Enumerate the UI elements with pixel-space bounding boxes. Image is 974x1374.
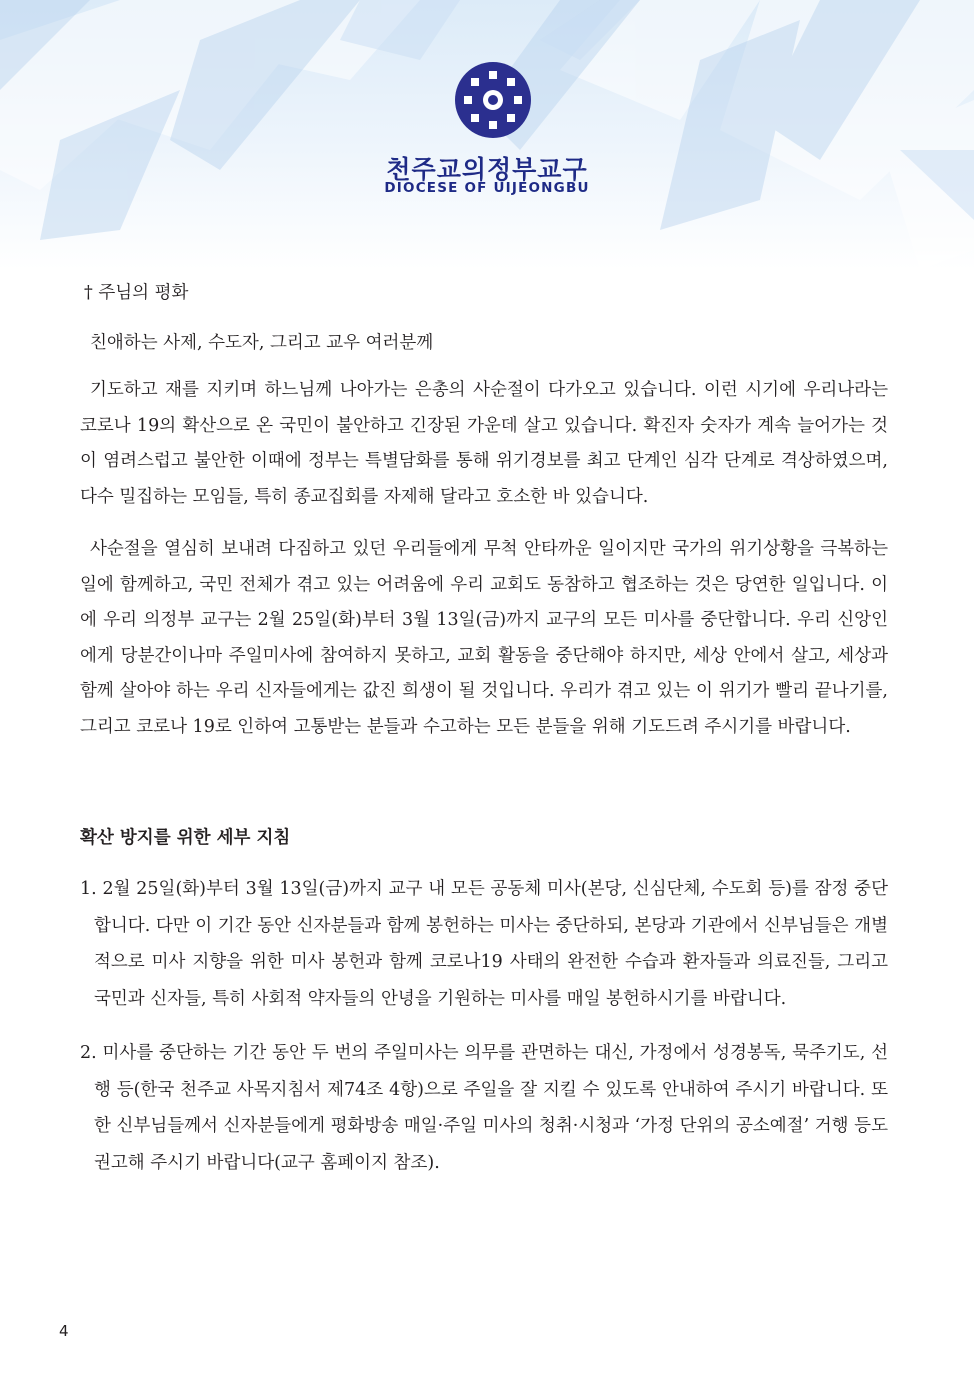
list-item: 1. 2월 25일(화)부터 3월 13일(금)까지 교구 내 모든 공동체 미사(본당, 신심단체, 수도회 등)를 잠정 중단합니다. 다만 이 기간 동안 신자분들과 함께 봉헌하는 미사는 중단하되, 본당과 기관에서 신부님들은 개별적으로 미사 지향을 위한 미사 봉헌과 함께 코로나19 사태의 완전한 수습과 환자들과 의료진들, 그리고 국민과 신자들, 특히 사회적 약자들의 안녕을 기원하는 미사를 매일 봉헌하시기를 바랍니다. bbox=[80, 879, 888, 1009]
section-title: 확산 방지를 위한 세부 지침 bbox=[80, 828, 291, 848]
diocese-emblem-icon bbox=[455, 62, 531, 138]
greeting: † 주님의 평화 bbox=[84, 283, 189, 303]
guideline-list bbox=[80, 871, 888, 1181]
list-item: 2. 미사를 중단하는 기간 동안 두 번의 주일미사는 의무를 관면하는 대신, 가정에서 성경봉독, 묵주기도, 선행 등(한국 천주교 사목지침서 제74조 4항)으로 주일을 잘 지킬 수 있도록 안내하여 주시기 바랍니다. 또한 신부님들께서 신자분들에게 평화방송 매일·주일 미사의 청취·시청과 ‘가정 단위의 공소예절’ 거행 등도 권고해 주시기 바랍니다(교구 홈페이지 참조). bbox=[80, 1043, 888, 1173]
salutation: 친애하는 사제, 수도자, 그리고 교우 여러분께 bbox=[90, 333, 434, 353]
paragraph: 사순절을 열심히 보내려 다짐하고 있던 우리들에게 무척 안타까운 일이지만 국가의 위기상황을 극복하는 일에 함께하고, 국민 전체가 겪고 있는 어려움에 우리 교회도 동참하고 협조하는 것은 당연한 일입니다. 이에 우리 의정부 교구는 2월 25일(화)부터 3월 13일(금)까지 교구의 모든 미사를 중단합니다. 우리 신앙인에게 당분간이나마 주일미사에 참여하지 못하고, 교회 활동을 중단해야 하지만, 세상 안에서 살고, 세상과 함께 살아야 하는 우리 신자들에게는 값진 희생이 될 것입니다. 우리가 겪고 있는 이 위기가 빨리 끝나기를, 그리고 코로나 19로 인하여 고통받는 분들과 수고하는 모든 분들을 위해 기도드려 주시기를 바랍니다. bbox=[80, 539, 888, 737]
org-name-korean: 천주교의정부교구 bbox=[386, 155, 588, 184]
letter-body bbox=[80, 276, 888, 1181]
paragraph: 기도하고 재를 지키며 하느님께 나아가는 은총의 사순절이 다가오고 있습니다. 이런 시기에 우리나라는 코로나 19의 확산으로 온 국민이 불안하고 긴장된 가운데 살고 있습니다. 확진자 숫자가 계속 늘어가는 것이 염려스럽고 불안한 이때에 정부는 특별담화를 통해 위기경보를 최고 단계인 심각 단계로 격상하였으며, 다수 밀집하는 모임들, 특히 종교집회를 자제해 달라고 호소한 바 있습니다. bbox=[80, 380, 888, 507]
page-number: 4 bbox=[59, 1322, 69, 1340]
org-name-english: DIOCESE OF UIJEONGBU bbox=[384, 180, 590, 196]
